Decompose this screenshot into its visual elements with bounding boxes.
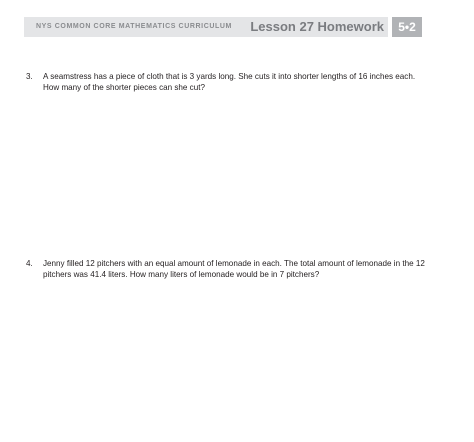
- problem-text: A seamstress has a piece of cloth that is 3 yards long. She cuts it into shorter lengths of 16 inches each. How many of the shorter pieces can she cut?: [43, 72, 416, 92]
- problem-number: 4.: [26, 259, 33, 268]
- problem-text: Jenny filled 12 pitchers with an equal amount of lemonade in each. The total amount of lemonade in the 12 pitchers was 41.4 liters. How many liters of lemonade would be in 7 pitchers?: [43, 259, 425, 279]
- problem-number: 3.: [26, 72, 33, 81]
- problem-3: [26, 71, 426, 93]
- lesson-badge: 5•2: [392, 17, 422, 37]
- problem-4: [26, 258, 426, 280]
- lesson-title: Lesson 27 Homework: [250, 19, 384, 34]
- curriculum-label: NYS COMMON CORE MATHEMATICS CURRICULUM: [36, 23, 232, 30]
- page-header: [24, 17, 388, 37]
